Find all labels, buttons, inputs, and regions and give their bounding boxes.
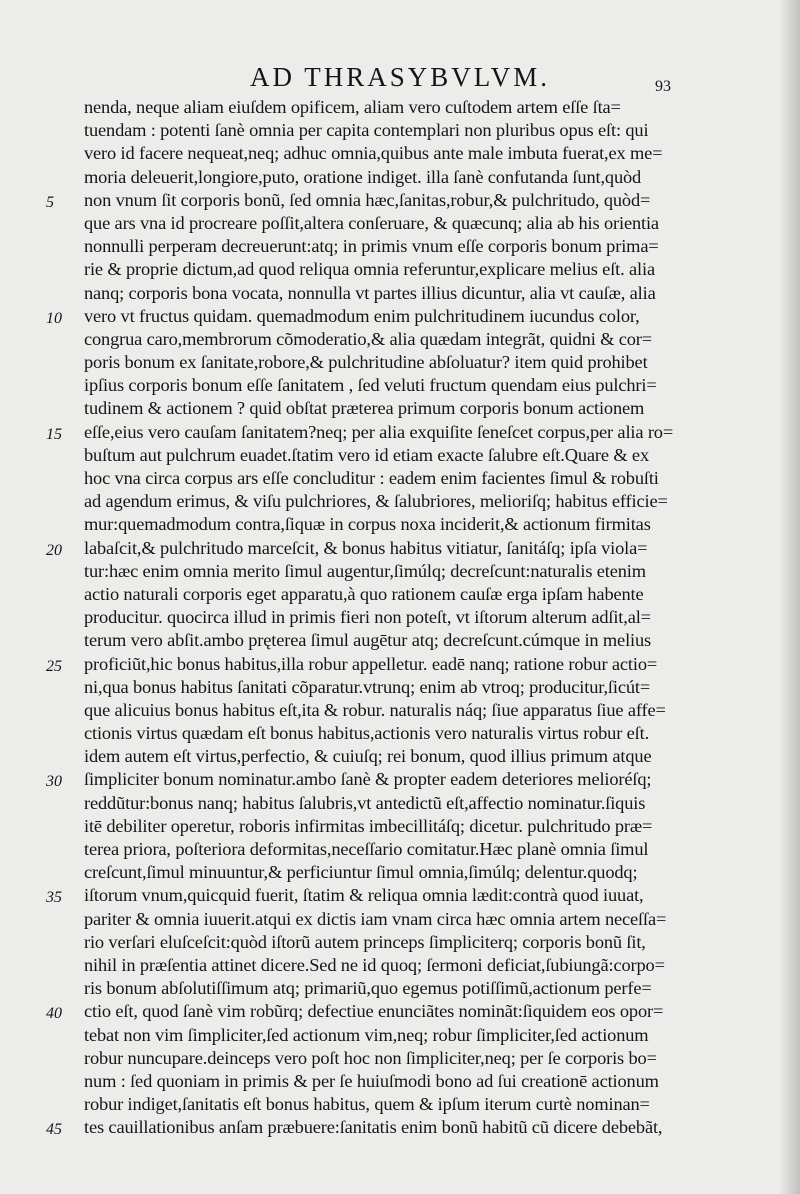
- line-text: que alicuius bonus habitus eſt,ita & robur. naturalis náq; ſiue apparatus ſiue affe=: [84, 699, 666, 720]
- text-line: [0, 189, 800, 212]
- text-line: [0, 977, 800, 1000]
- text-line: [0, 490, 800, 513]
- text-line: [0, 397, 800, 420]
- line-text: nihil in præſentia attinet dicere.Sed ne id quoq; ſermoni deficiat,ſubiungã:corpo=: [84, 954, 665, 975]
- text-line: [0, 606, 800, 629]
- line-text: ſimpliciter bonum nominatur.ambo ſanè & propter eadem deteriores melioréſq;: [84, 769, 652, 790]
- text-line: [0, 328, 800, 351]
- text-line: [0, 1116, 800, 1139]
- line-text: rie & proprie dictum,ad quod reliqua omnia referuntur,explicare melius eſt. alia: [84, 259, 655, 280]
- line-text: mur:quemadmodum contra,ſiquæ in corpus noxa inciderit,& actionum firmitas: [84, 514, 651, 535]
- line-text: vero vt fructus quidam. quemadmodum enim pulchritudinem iucundus color,: [84, 305, 640, 326]
- line-text: proficiũt,hic bonus habitus,illa robur appelletur. eadē nanq; ratione robur actio=: [84, 653, 658, 674]
- text-line: [0, 351, 800, 374]
- line-text: nanq; corporis bona vocata, nonnulla vt partes illius dicuntur, alia vt cauſæ, alia: [84, 282, 656, 303]
- line-text: ipſius corporis bonum eſſe ſanitatem , ſed veluti fructum quendam eius pulchri=: [84, 375, 657, 396]
- text-line: [0, 1000, 800, 1023]
- text-block: [0, 96, 800, 1139]
- text-line: [0, 513, 800, 536]
- line-text: robur indiget,ſanitatis eſt bonus habitus, quem & ipſum iterum curtè nominan=: [84, 1094, 650, 1115]
- line-number: 20: [46, 541, 62, 559]
- line-number: 45: [46, 1121, 62, 1139]
- text-line: [0, 884, 800, 907]
- line-text: tudinem & actionem ? quid obſtat præterea primum corporis bonum actionem: [84, 398, 645, 419]
- text-line: [0, 282, 800, 305]
- text-line: [0, 653, 800, 676]
- text-line: [0, 861, 800, 884]
- text-line: [0, 629, 800, 652]
- line-text: creſcunt,ſimul minuuntur,& perficiuntur ſimul omnia,ſimúlq; delentur.quodq;: [84, 862, 638, 883]
- line-text: terea priora, poſteriora deformitas,neceſſario comitatur.Hæc planè omnia ſimul: [84, 839, 649, 859]
- text-line: [0, 768, 800, 791]
- line-text: tuendam : potenti ſanè omnia per capita contemplari non pluribus opus eſt: qui: [84, 120, 649, 141]
- line-text: pariter & omnia iuuerit.atqui ex dictis iam vnam circa hæc omnia artem neceſſa=: [84, 908, 667, 929]
- text-line: [0, 722, 800, 745]
- text-line: [0, 235, 800, 258]
- line-number: 10: [46, 309, 62, 327]
- text-line: [0, 537, 800, 560]
- line-number: 35: [46, 889, 62, 907]
- line-number: 5: [46, 193, 54, 211]
- line-text: buſtum aut pulchrum euadet.ſtatim vero id etiam exacte ſalubre eſt.Quare & ex: [84, 444, 649, 465]
- line-text: nenda, neque aliam eiuſdem opificem, aliam vero cuſtodem artem eſſe ſta=: [84, 97, 621, 117]
- text-line: [0, 1024, 800, 1047]
- running-title: AD THRASYBVLVM.: [250, 62, 551, 92]
- line-text: reddũtur:bonus nanq; habitus ſalubris,vt antedictũ eſt,affectio nominatur.ſiquis: [84, 792, 646, 813]
- line-text: terum vero abſit.ambo pręterea ſimul augētur atq; decreſcunt.cúmque in melius: [84, 630, 652, 651]
- text-line: [0, 676, 800, 699]
- line-number: 15: [46, 425, 62, 443]
- line-text: nonnulli perperam decreuerunt:atq; in primis vnum eſſe corporis bonum prima=: [84, 236, 659, 257]
- text-line: [0, 745, 800, 768]
- line-text: robur nuncupare.deinceps vero poſt hoc non ſimpliciter,neq; per ſe corporis bo=: [84, 1047, 657, 1068]
- line-number: 30: [46, 773, 62, 791]
- line-text: non vnum ſit corporis bonũ, ſed omnia hæc,ſanitas,robur,& pulchritudo, quòd=: [84, 189, 651, 210]
- line-text: hoc vna circa corpus ars eſſe concluditur : eadem enim facientes ſimul & robuſti: [84, 468, 659, 488]
- text-line: [0, 1093, 800, 1116]
- page-header: [0, 60, 800, 95]
- text-line: [0, 560, 800, 583]
- text-line: [0, 96, 800, 119]
- line-text: itē debiliter operetur, roboris infirmitas imbecillitáſq; dicetur. pulchritudo præ=: [84, 815, 653, 836]
- text-line: [0, 166, 800, 189]
- text-line: [0, 1047, 800, 1070]
- line-text: idem autem eſt virtus,perfectio, & cuiuſq; rei bonum, quod illius primum atque: [84, 746, 652, 767]
- text-line: [0, 838, 800, 861]
- line-text: poris bonum ex ſanitate,robore,& pulchritudine abſoluatur? item quid prohibet: [84, 352, 648, 373]
- text-line: [0, 444, 800, 467]
- text-line: [0, 815, 800, 838]
- line-text: num : ſed quoniam in primis & per ſe huiuſmodi bono ad ſui creationē actionum: [84, 1070, 659, 1091]
- text-line: [0, 699, 800, 722]
- line-number: 25: [46, 657, 62, 675]
- line-text: que ars vna id procreare poſſit,altera conſeruare, & quæcunq; alia ab his orientia: [84, 212, 659, 233]
- line-text: eſſe,eius vero cauſam ſanitatem?neq; per alia exquiſite ſeneſcet corpus,per alia ro=: [84, 421, 674, 442]
- line-text: labaſcit,& pulchritudo marceſcit, & bonus habitus vitiatur, ſanitáſq; ipſa viola=: [84, 537, 648, 558]
- text-line: [0, 792, 800, 815]
- line-text: actio naturali corporis eget apparatu,à quo rationem cauſæ erga ipſam habente: [84, 583, 644, 604]
- line-text: tur:hæc enim omnia merito ſimul augentur,ſimúlq; decreſcunt:naturalis etenim: [84, 560, 646, 581]
- text-line: [0, 931, 800, 954]
- text-line: [0, 1070, 800, 1093]
- text-line: [0, 258, 800, 281]
- line-text: ni,qua bonus habitus ſanitati cõparatur.vtrunq; enim ab vtroq; producitur,ſicút=: [84, 676, 651, 697]
- text-line: [0, 421, 800, 444]
- text-line: [0, 583, 800, 606]
- text-line: [0, 119, 800, 142]
- line-text: congrua caro,membrorum cõmoderatio,& alia quædam integrãt, quidni & cor=: [84, 328, 652, 349]
- line-text: ctionis virtus quædam eſt bonus habitus,actionis vero naturalis virtus robur eſt.: [84, 723, 650, 744]
- text-line: [0, 142, 800, 165]
- text-line: [0, 908, 800, 931]
- line-text: vero id facere nequeat,neq; adhuc omnia,quibus ante male imbuta fuerat,ex me=: [84, 143, 663, 164]
- line-text: tebat non vim ſimpliciter,ſed actionum vim,neq; robur ſimpliciter,ſed actionum: [84, 1024, 649, 1045]
- line-text: moria deleuerit,longiore,puto, oratione indiget. illa ſanè confutanda ſunt,quòd: [84, 166, 642, 187]
- line-text: tes cauillationibus anſam præbuere:ſanitatis enim bonũ habitũ cũ dicere debebãt,: [84, 1117, 663, 1138]
- text-line: [0, 212, 800, 235]
- line-text: ad agendum erimus, & viſu pulchriores, & ſalubriores, melioriſq; habitus efficie=: [84, 491, 668, 512]
- line-text: ctio eſt, quod ſanè vim robũrq; defectiue enunciãtes nominãt:ſiquidem eos opor=: [84, 1001, 664, 1022]
- text-line: [0, 467, 800, 490]
- text-line: [0, 305, 800, 328]
- page-number: 93: [655, 78, 671, 95]
- text-line: [0, 374, 800, 397]
- line-text: rio verſari eluſceſcit:quòd iſtorũ autem princeps ſimpliciterq; corporis bonũ ſit,: [84, 931, 646, 952]
- line-text: producitur. quocirca illud in primis fieri non poteſt, vt iſtorum alterum adſit,al=: [84, 607, 651, 628]
- line-text: iſtorum vnum,quicquid fuerit, ſtatim & reliqua omnia lædit:contrà quod iuuat,: [84, 885, 644, 906]
- line-text: ris bonum abſolutiſſimum atq; primariũ,quo egemus potiſſimũ,actionum perfe=: [84, 978, 652, 999]
- text-line: [0, 954, 800, 977]
- line-number: 40: [46, 1005, 62, 1023]
